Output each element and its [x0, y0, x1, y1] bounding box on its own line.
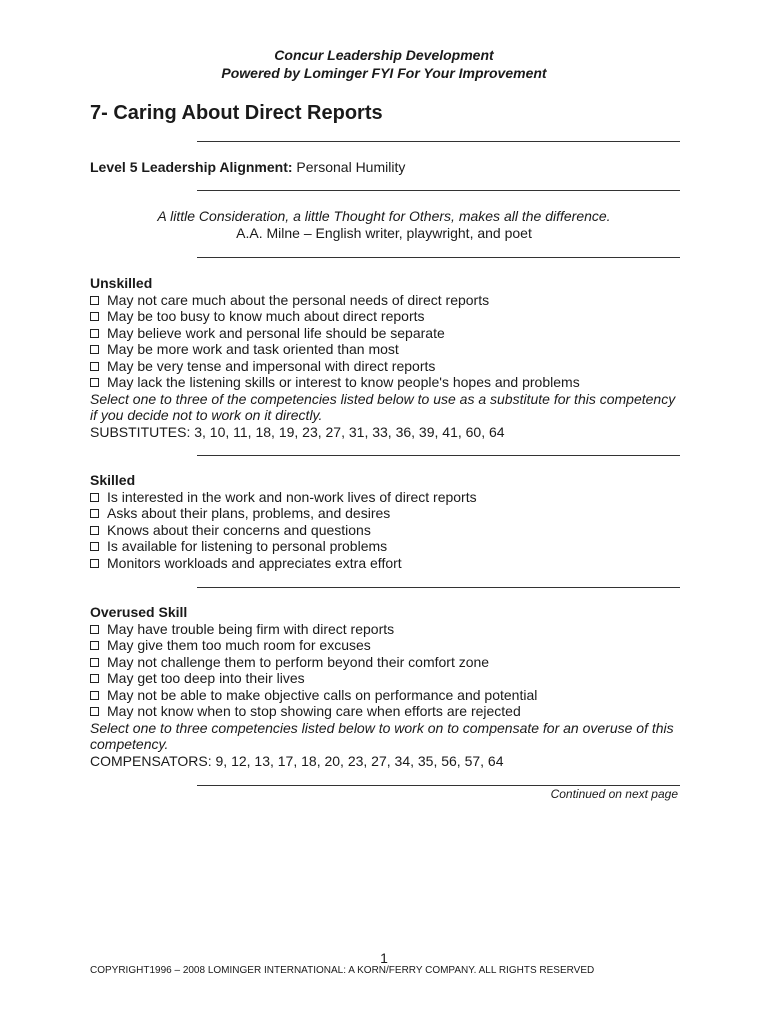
list-item — [90, 505, 690, 522]
unskilled-list — [90, 292, 690, 391]
quote-attribution: A.A. Milne – English writer, playwright, and poet — [236, 225, 532, 241]
header-line-1: Concur Leadership Development — [274, 47, 494, 63]
list-item — [90, 538, 690, 555]
instruction-line: Select one to three competencies listed below to work on to compensate for an overuse of this — [90, 719, 674, 736]
divider — [197, 257, 680, 258]
copyright-footer: COPYRIGHT1996 – 2008 LOMINGER INTERNATIONAL: A KORN/FERRY COMPANY. ALL RIGHTS RESERVED — [90, 965, 595, 976]
list-item-text: Is available for listening to personal problems — [107, 538, 388, 554]
list-item-text: May be more work and task oriented than most — [107, 341, 399, 357]
list-item — [90, 654, 690, 671]
list-item — [90, 687, 690, 704]
alignment-label: Level 5 Leadership Alignment: — [90, 159, 293, 175]
compensator-instruction — [90, 720, 690, 753]
section-heading: Overused Skill — [90, 604, 188, 620]
checkbox-icon — [90, 378, 99, 387]
list-item — [90, 292, 690, 309]
checkbox-icon — [90, 329, 99, 338]
list-item-text: May believe work and personal life should be separate — [107, 324, 445, 341]
list-item-text: May give them too much room for excuses — [107, 637, 371, 653]
list-item — [90, 489, 690, 506]
alignment-value: Personal Humility — [292, 159, 406, 175]
section-heading: Unskilled — [90, 275, 153, 291]
list-item-text: Knows about their concerns and questions — [107, 521, 371, 538]
instruction-line: competency. — [90, 736, 169, 752]
list-item — [90, 637, 690, 654]
checkbox-icon — [90, 559, 99, 568]
section-skilled — [90, 472, 690, 571]
checkbox-icon — [90, 345, 99, 354]
list-item — [90, 621, 690, 638]
checkbox-icon — [90, 509, 99, 518]
list-item-text: May not challenge them to perform beyond their comfort zone — [107, 653, 490, 670]
document-header — [0, 46, 768, 82]
list-item — [90, 522, 690, 539]
quote-block — [0, 208, 768, 242]
page-title: 7- Caring About Direct Reports — [90, 102, 383, 124]
instruction-line: Select one to three of the competencies listed below to use as a substitute for this competency — [90, 390, 676, 407]
checkbox-icon — [90, 542, 99, 551]
checkbox-icon — [90, 493, 99, 502]
quote-text: A little Consideration, a little Thought for Others, makes all the difference. — [157, 208, 611, 224]
overused-list — [90, 621, 690, 720]
section-heading: Skilled — [90, 472, 136, 488]
continued-note: Continued on next page — [550, 787, 678, 801]
list-item-text: Monitors workloads and appreciates extra effort — [107, 554, 402, 571]
substitute-instruction — [90, 391, 690, 424]
checkbox-icon — [90, 296, 99, 305]
list-item-text: Is interested in the work and non-work lives of direct reports — [107, 488, 477, 505]
list-item-text: May be very tense and impersonal with direct reports — [107, 357, 436, 374]
divider — [197, 587, 680, 588]
list-item — [90, 374, 690, 391]
checkbox-icon — [90, 625, 99, 634]
section-overused-skill — [90, 604, 690, 769]
list-item — [90, 308, 690, 325]
divider — [197, 785, 680, 786]
checkbox-icon — [90, 707, 99, 716]
checkbox-icon — [90, 674, 99, 683]
leadership-alignment — [90, 158, 405, 176]
page-number: 1 — [380, 950, 388, 966]
section-unskilled — [90, 275, 690, 440]
list-item-text: May get too deep into their lives — [107, 670, 305, 686]
list-item-text: May lack the listening skills or interest to know people's hopes and problems — [107, 374, 580, 390]
list-item — [90, 670, 690, 687]
list-item — [90, 555, 690, 572]
list-item — [90, 341, 690, 358]
checkbox-icon — [90, 312, 99, 321]
list-item — [90, 358, 690, 375]
list-item-text: May not care much about the personal needs of direct reports — [107, 291, 490, 308]
divider — [197, 190, 680, 191]
substitutes-list: SUBSTITUTES: 3, 10, 11, 18, 19, 23, 27, 31, 33, 36, 39, 41, 60, 64 — [90, 423, 505, 440]
list-item-text: May not know when to stop showing care when efforts are rejected — [107, 703, 521, 719]
checkbox-icon — [90, 641, 99, 650]
list-item-text: Asks about their plans, problems, and desires — [107, 505, 391, 521]
instruction-line: if you decide not to work on it directly. — [90, 407, 323, 423]
checkbox-icon — [90, 362, 99, 371]
list-item — [90, 325, 690, 342]
header-line-2: Powered by Lominger FYI For Your Improvement — [221, 65, 547, 81]
list-item-text: May be too busy to know much about direct reports — [107, 308, 425, 324]
compensators-list: COMPENSATORS: 9, 12, 13, 17, 18, 20, 23, 27, 34, 35, 56, 57, 64 — [90, 752, 504, 769]
divider — [197, 455, 680, 456]
checkbox-icon — [90, 526, 99, 535]
divider — [197, 141, 680, 142]
list-item — [90, 703, 690, 720]
list-item-text: May have trouble being firm with direct reports — [107, 620, 395, 637]
list-item-text: May not be able to make objective calls on performance and potential — [107, 686, 538, 703]
skilled-list — [90, 489, 690, 572]
checkbox-icon — [90, 691, 99, 700]
checkbox-icon — [90, 658, 99, 667]
